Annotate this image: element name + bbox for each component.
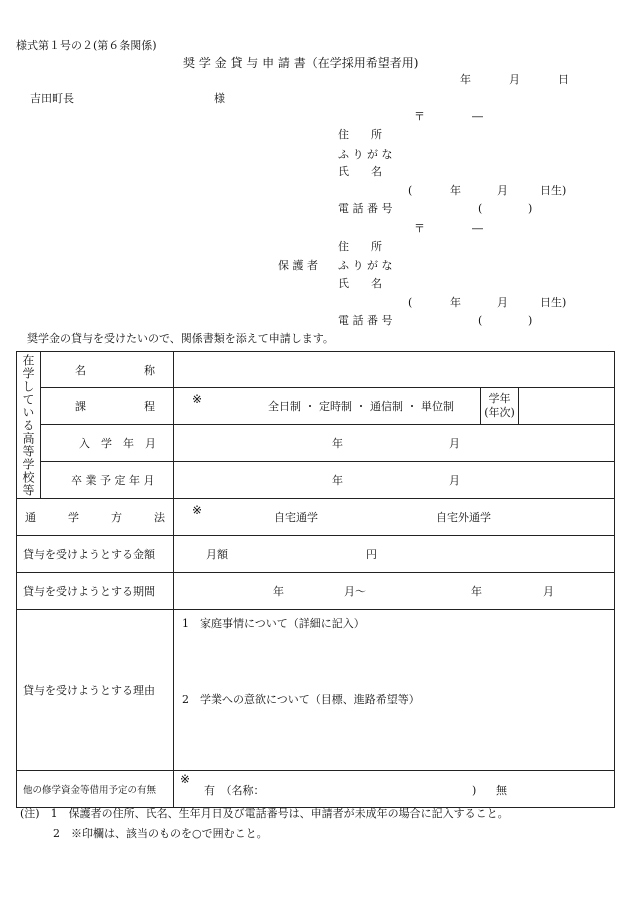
- enroll-label: 入 学 年 月: [79, 437, 156, 450]
- other-loan-kome-mark: ※: [180, 772, 191, 786]
- reason-label-cell: [17, 610, 174, 771]
- grade-input[interactable]: [519, 388, 615, 425]
- applicant-birth-month: 月: [497, 184, 508, 197]
- course-options-cell[interactable]: [174, 388, 481, 425]
- period-row: [17, 573, 615, 610]
- period-to-month: 月: [543, 585, 554, 598]
- commute-label-1: 通: [25, 511, 36, 524]
- guardian-postal-dash: ―: [472, 222, 483, 235]
- grade-label-cell: [481, 388, 519, 425]
- note-1: (注) 1 保護者の住所、氏名、生年月日及び電話番号は、申請者が未成年の場合に記入すること。: [20, 807, 509, 820]
- grad-label-cell: [41, 462, 174, 499]
- school-header-cell: [17, 352, 41, 499]
- school-name-label-2: 称: [144, 363, 155, 377]
- applicant-furigana-label: ふ り が な: [338, 148, 393, 161]
- date-year-label: 年: [460, 73, 471, 86]
- application-table: [16, 351, 615, 808]
- guardian-section-label: 保 護 者: [278, 259, 318, 272]
- course-row: [17, 388, 615, 425]
- guardian-birth-open: (: [408, 296, 413, 309]
- other-loan-no: 無: [496, 784, 507, 797]
- enroll-year: 年: [332, 437, 343, 450]
- date-day-label: 日: [558, 73, 569, 86]
- course-options: 全日制 ・ 定時制 ・ 通信制 ・ 単位制: [268, 400, 454, 413]
- commute-row: [17, 499, 615, 536]
- course-label-2: 程: [144, 400, 155, 413]
- commute-label-2: 学: [68, 511, 79, 524]
- applicant-phone-close: ): [528, 202, 533, 215]
- applicant-phone-label: 電 話 番 号: [338, 202, 393, 215]
- course-kome-mark: ※: [192, 392, 203, 406]
- grad-label: 卒 業 予 定 年 月: [71, 474, 155, 487]
- guardian-birth-month: 月: [497, 296, 508, 309]
- reason-family: 1 家庭事情について（詳細に記入）: [182, 617, 365, 630]
- commute-kome-mark: ※: [192, 503, 203, 517]
- reason-row: [17, 610, 615, 771]
- reason-input-cell[interactable]: [174, 610, 615, 771]
- other-loan-close: ): [472, 784, 477, 797]
- period-to-year: 年: [471, 585, 482, 598]
- note-2: 2 ※印欄は、該当のものを○で囲むこと。: [53, 827, 268, 840]
- enroll-row: [17, 425, 615, 462]
- guardian-birth-day: 日生): [540, 296, 567, 309]
- other-loan-yes: 有 （名称：: [204, 784, 265, 797]
- graduation-row: [17, 462, 615, 499]
- period-label: 貸与を受けようとする期間: [23, 585, 155, 598]
- grad-date-cell[interactable]: [174, 462, 615, 499]
- enroll-label-cell: [41, 425, 174, 462]
- other-loan-label-cell: [17, 771, 174, 808]
- grade-label-2: (年次): [484, 406, 515, 419]
- reason-motivation: 2 学業への意欲について（目標、進路希望等）: [182, 693, 420, 706]
- applicant-name-label: 氏 名: [338, 165, 382, 178]
- period-input-cell[interactable]: [174, 573, 615, 610]
- school-name-label-cell: [41, 352, 174, 388]
- enroll-date-cell[interactable]: [174, 425, 615, 462]
- guardian-phone-label: 電 話 番 号: [338, 314, 393, 327]
- applicant-phone-open: (: [478, 202, 483, 215]
- school-header: 在学している高等学校等: [21, 353, 35, 497]
- enroll-month: 月: [449, 437, 460, 450]
- guardian-phone-close: ): [528, 314, 533, 327]
- guardian-postal-mark: 〒: [414, 222, 425, 235]
- applicant-birth-day: 日生): [540, 184, 567, 197]
- request-statement: 奨学金の貸与を受けたいので、関係書類を添えて申請します。: [27, 332, 334, 345]
- commute-home: 自宅通学: [274, 511, 318, 524]
- period-from-month: 月～: [344, 585, 366, 598]
- date-month-label: 月: [509, 73, 520, 86]
- course-label-1: 課: [75, 400, 86, 413]
- amount-input-cell[interactable]: [174, 536, 615, 573]
- period-label-cell: [17, 573, 174, 610]
- grade-label-1: 学年: [488, 392, 511, 405]
- amount-label: 貸与を受けようとする金額: [23, 548, 155, 561]
- applicant-birth-open: (: [408, 184, 413, 197]
- school-name-input[interactable]: [174, 352, 615, 388]
- guardian-name-label: 氏 名: [338, 277, 382, 290]
- applicant-postal-mark: 〒: [414, 110, 425, 123]
- other-loan-label: 他の修学資金等借用予定の有無: [23, 785, 157, 796]
- guardian-furigana-label: ふ り が な: [338, 259, 393, 272]
- commute-label-3: 方: [111, 511, 122, 524]
- reason-label: 貸与を受けようとする理由: [23, 684, 155, 697]
- honorific: 様: [214, 92, 225, 105]
- guardian-birth-year: 年: [450, 296, 461, 309]
- grad-month: 月: [449, 474, 460, 487]
- form-number: 様式第１号の２(第６条関係): [16, 39, 157, 52]
- applicant-postal-dash: ―: [472, 110, 483, 123]
- amount-yen: 円: [366, 548, 377, 561]
- applicant-address-label: 住 所: [338, 128, 382, 141]
- grad-year: 年: [332, 474, 343, 487]
- school-name-row: [17, 352, 615, 388]
- other-loan-input-cell[interactable]: [174, 771, 615, 808]
- amount-label-cell: [17, 536, 174, 573]
- school-name-label-1: 名: [75, 363, 86, 377]
- guardian-phone-open: (: [478, 314, 483, 327]
- guardian-address-label: 住 所: [338, 240, 382, 253]
- commute-label-cell: [17, 499, 174, 536]
- form-title: 奨 学 金 貸 与 申 請 書（在学採用希望者用): [183, 56, 419, 70]
- period-from-year: 年: [273, 585, 284, 598]
- amount-monthly: 月額: [206, 548, 228, 561]
- applicant-birth-year: 年: [450, 184, 461, 197]
- other-loan-row: [17, 771, 615, 808]
- addressee: 吉田町長: [30, 92, 74, 105]
- course-label-cell: [41, 388, 174, 425]
- commute-options-cell[interactable]: [174, 499, 615, 536]
- commute-away: 自宅外通学: [436, 511, 491, 524]
- amount-row: [17, 536, 615, 573]
- commute-label-4: 法: [154, 511, 165, 524]
